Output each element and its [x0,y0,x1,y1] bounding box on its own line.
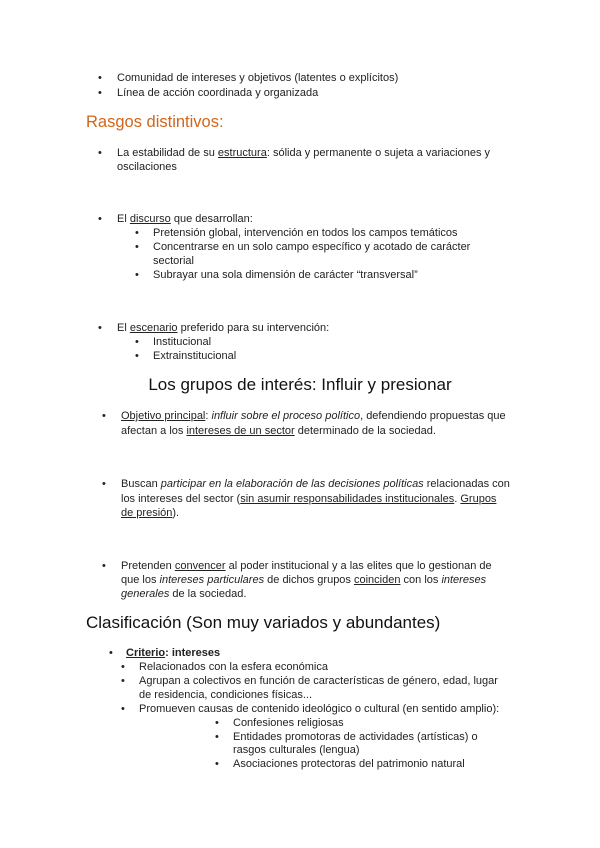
objetivo-item: Objetivo principal: influir sobre el proceso político, defendiendo propuestas que [121,410,506,422]
bullet-icon: • [98,87,102,99]
buscan-item-cont: los intereses del sector (sin asumir responsabilidades institucionales. Grupos [121,493,497,505]
bullet-icon: • [102,410,106,422]
bullet-icon: • [215,731,219,743]
intro-item: Línea de acción coordinada y organizada [117,87,319,99]
bullet-icon: • [135,227,139,239]
escenario-sub-item: Institucional [153,336,212,348]
bullet-icon: • [135,269,139,281]
clasificacion-sub-item: Entidades promotoras de actividades (artísticas) o [233,731,478,743]
clasificacion-sub-item: Asociaciones protectoras del patrimonio natural [233,758,465,770]
clasificacion-item-cont: de residencia, condiciones físicas... [139,689,313,701]
escenario-sub-item: Extrainstitucional [153,350,237,362]
discurso-sub-item: Pretensión global, intervención en todos los campos temáticos [153,227,458,239]
section-heading-clasificacion: Clasificación (Son muy variados y abundantes) [86,613,441,632]
bullet-icon: • [215,717,219,729]
bullet-icon: • [109,647,113,659]
intro-item: Comunidad de intereses y objetivos (latentes o explícitos) [117,72,399,84]
clasificacion-sub-item-cont: rasgos culturales (lengua) [233,744,360,756]
bullet-icon: • [102,560,106,572]
escenario-item: El escenario preferido para su intervención: [117,322,330,334]
discurso-sub-item: Concentrarse en un solo campo específico y acotado de carácter [153,241,471,253]
bullet-icon: • [215,758,219,770]
pretenden-item: Pretenden convencer al poder institucional y a las elites que lo gestionan de [121,560,492,572]
clasificacion-sub-item: Confesiones religiosas [233,717,344,729]
estructura-item: La estabilidad de su estructura: sólida y permanente o sujeta a variaciones y [117,147,491,159]
criterio-item: Criterio: intereses [126,647,221,659]
bullet-icon: • [121,661,125,673]
bullet-icon: • [135,336,139,348]
buscan-item-cont2: de presión). [121,507,180,519]
bullet-icon: • [135,350,139,362]
buscan-item: Buscan participar en la elaboración de las decisiones políticas relacionadas con [121,478,510,490]
bullet-icon: • [98,213,102,225]
pretenden-item-cont2: generales de la sociedad. [121,588,247,600]
bullet-icon: • [121,675,125,687]
clasificacion-item: Promueven causas de contenido ideológico o cultural (en sentido amplio): [139,703,500,715]
bullet-icon: • [98,322,102,334]
clasificacion-item: Relacionados con la esfera económica [139,661,328,673]
objetivo-item-cont: afectan a los intereses de un sector determinado de la sociedad. [121,425,436,437]
estructura-item-cont: oscilaciones [117,161,177,173]
bullet-icon: • [102,478,106,490]
section-heading-rasgos: Rasgos distintivos: [86,113,224,131]
bullet-icon: • [121,703,125,715]
discurso-sub-item-cont: sectorial [153,255,194,267]
discurso-sub-item: Subrayar una sola dimensión de carácter “transversal” [153,269,418,281]
section-heading-grupos: Los grupos de interés: Influir y presionar [148,375,452,394]
bullet-icon: • [98,147,102,159]
discurso-item: El discurso que desarrollan: [117,213,253,225]
clasificacion-item: Agrupan a colectivos en función de características de género, edad, lugar [139,675,498,687]
pretenden-item-cont: que los intereses particulares de dichos grupos coinciden con los intereses [121,574,487,586]
bullet-icon: • [135,241,139,253]
bullet-icon: • [98,72,102,84]
